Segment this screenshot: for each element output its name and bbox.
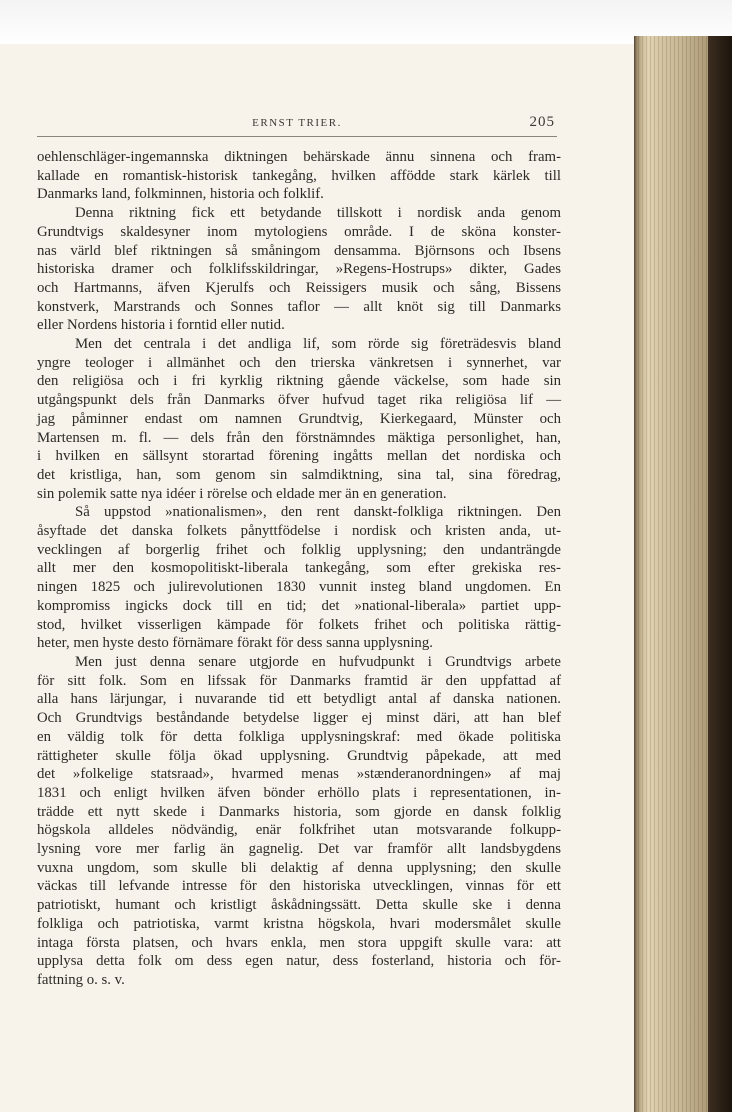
book-cover-edge <box>708 36 732 1112</box>
text-line: utgångspunkt dels från Danmarks öfver hufvud taget rika religiösa lif — <box>37 392 561 409</box>
text-line: Så uppstod »nationalismen», den rent danskt-folkliga riktningen. Den <box>75 504 561 521</box>
text-line: lysning vore mer farlig än gagnelig. Det var framför allt landsbygdens <box>37 841 561 858</box>
text-line: Martensen m. fl. — dels från den förstnämndes mäktiga personlighet, han, <box>37 429 561 446</box>
paragraph <box>37 503 561 653</box>
text-line: heter, men hyste desto förnämare förakt för dess sanna upplysning. <box>37 635 433 652</box>
text-line: vuxna ungdom, som skulle bli delaktig af denna upplysning; den skulle <box>37 859 561 876</box>
text-line: oehlenschläger-ingemannska diktningen behärskade ännu sinnena och fram- <box>37 149 561 165</box>
body-text <box>37 148 561 990</box>
text-line: kompromiss ingicks dock till en tid; det »national-liberala» partiet upp- <box>37 597 561 614</box>
text-line: nas värld blef riktningen så småningom densamma. Björnsons och Ibsens <box>37 242 561 259</box>
text-line: intaga första platsen, och hvars enkla, men stora uppgift skulle vara: att <box>37 934 561 951</box>
text-line: trädde ett nytt skede i Danmarks historia, som gjorde en dansk folklig <box>37 803 561 820</box>
text-line: åsyftade det danska folkets pånyttfödelse i nordisk och kristen anda, ut- <box>37 523 561 540</box>
text-line: i hvilken en sällsynt storartad förening ingåtts mellan det nordiska och <box>37 448 561 465</box>
text-line: Men det centrala i det andliga lif, som rörde sig företrädesvis bland <box>75 336 561 353</box>
paragraph <box>37 204 561 335</box>
text-line: Danmarks land, folkminnen, historia och folklif. <box>37 186 324 203</box>
text-line: den religiösa och i fri kyrklig riktning gående väckelse, som hade sin <box>37 373 561 390</box>
text-line: Och Grundtvigs beståndande betydelse ligger ej minst däri, att han blef <box>37 710 561 727</box>
scan-margin-top <box>0 0 732 48</box>
paragraph <box>37 148 561 204</box>
text-line: för sitt folk. Som en lifssak för Danmarks framtid är den uppfattad af <box>37 672 561 689</box>
text-line: sin polemik satte nya idéer i rörelse och eldade mer än en generation. <box>37 485 447 502</box>
text-line: patriotiskt, humant och kristligt åskådningssätt. Detta skulle ske i denna <box>37 897 561 914</box>
text-line: upplysa detta folk om dess egen natur, dess fosterland, historia och för- <box>37 953 561 970</box>
text-line: och Hartmanns, äfven Kjerulfs och Reissigers musik och sång, Bissens <box>37 279 561 296</box>
text-line: stod, hvilket visserligen kämpade för folkets frihet och politiska rättig- <box>37 616 561 633</box>
text-line: vecklingen af borgerlig frihet och folklig upplysning; den undanträngde <box>37 541 561 558</box>
text-line: väckas till lefvande intresse för den historiska utvecklingen, vinnas för ett <box>37 878 561 895</box>
text-line: historiska dramer och folklifsskildringar, »Regens-Hostrups» dikter, Gades <box>37 261 561 278</box>
text-line: yngre teologer i allmänhet och den trierska vänkretsen i synnerhet, var <box>37 354 561 371</box>
page-header <box>37 114 557 137</box>
text-line: kallade en romantisk-historisk tankegång, hvilken affödde stark kärlek till <box>37 167 561 184</box>
text-line: ningen 1825 och julirevolutionen 1830 vunnit insteg bland ungdomen. En <box>37 579 561 596</box>
running-head: ERNST TRIER. <box>252 117 342 129</box>
text-line: en väldig tolk för detta folkliga upplysningskraf: med ökade politiska <box>37 728 561 745</box>
text-line: högskola alldeles nödvändig, enär folkfrihet utan motsvarande folkupp- <box>37 822 561 839</box>
text-line: jag påminner endast om namnen Grundtvig, Kierkegaard, Münster och <box>37 410 561 427</box>
text-line: Denna riktning fick ett betydande tillskott i nordisk anda genom <box>75 205 561 222</box>
text-line: 1831 och enligt hvilken äfven bönder erhöllo plats i representationen, in- <box>37 784 561 801</box>
paragraph <box>37 653 561 990</box>
paragraph <box>37 335 561 503</box>
text-line: konstverk, Marstrands och Sonnes taflor — allt knöt sig till Danmarks <box>37 298 561 315</box>
text-line: det »folkelige statsraad», hvarmed menas »stænderanordningen» af maj <box>37 766 561 783</box>
text-line: allt mer den kosmopolitiskt-liberala tankegång, som efter grekiska res- <box>37 560 561 577</box>
text-line: Men just denna senare utgjorde en hufvudpunkt i Grundtvigs arbete <box>75 653 561 670</box>
page-number: 205 <box>529 114 555 130</box>
text-line: eller Nordens historia i forntid eller nutid. <box>37 317 285 334</box>
text-line: alla hans lärjungar, i nuvarande tid ett betydligt antal af danska nationen. <box>37 691 561 708</box>
text-line: Grundtvigs skaldesyner inom mytologiens område. I de sköna konster- <box>37 223 561 240</box>
text-line: det kristliga, han, som genom sin salmdiktning, sina tal, sina föredrag, <box>37 466 561 483</box>
text-line: fattning o. s. v. <box>37 971 125 988</box>
text-line: folkliga och patriotiska, varmt kristna högskola, hvari modersmålet skulle <box>37 915 561 932</box>
text-line: rättigheter skulle följa ökad upplysning. Grundtvig påpekade, att med <box>37 747 561 764</box>
